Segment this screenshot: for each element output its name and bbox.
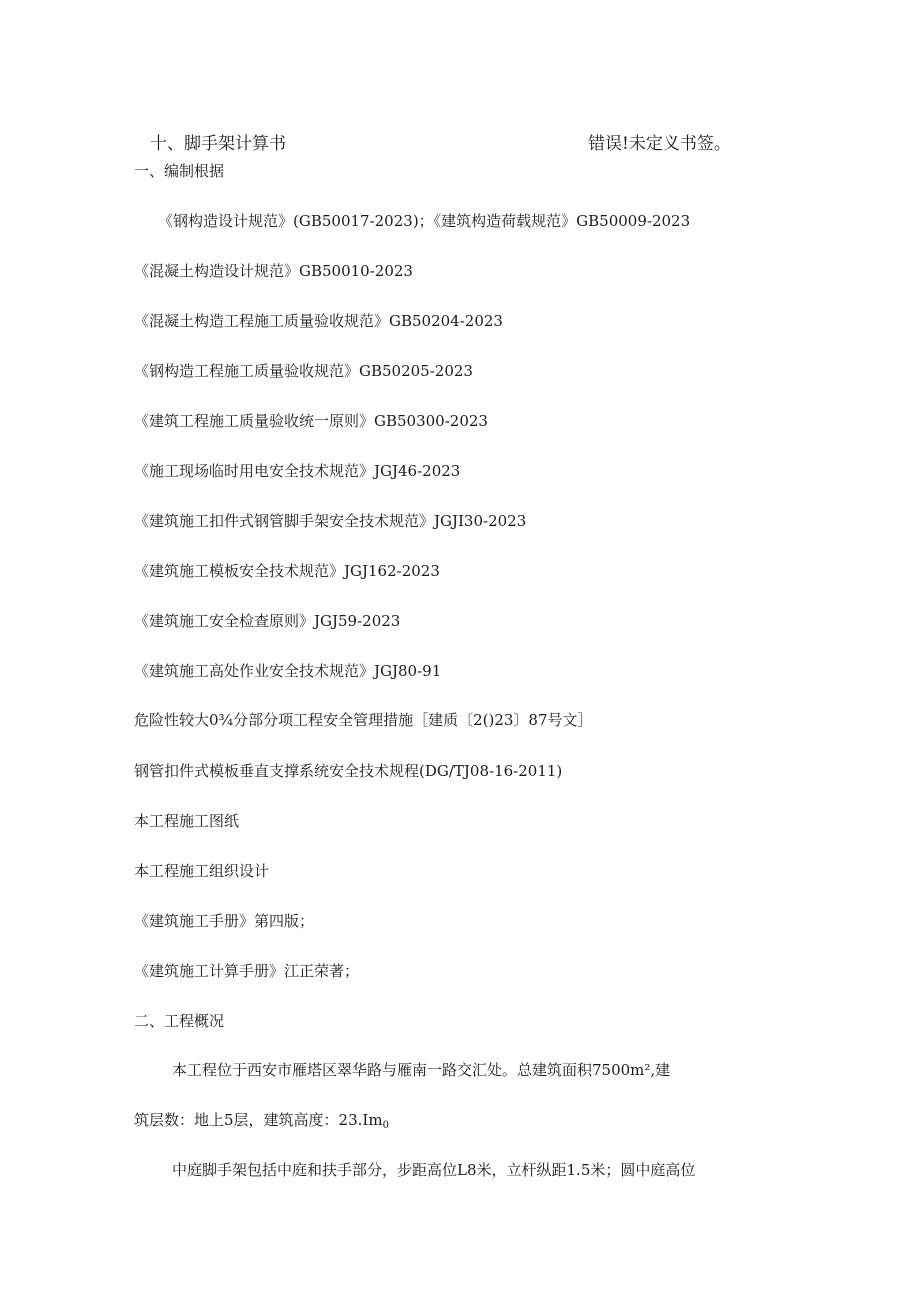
basis-item: 《建筑施工扣件式钢管脚手架安全技术规范》JGJI30-2023 [134,512,527,530]
basis-item: 钢管扣件式模板垂直支撑系统安全技术规程(DG/TJ08-16-2011) [134,762,563,780]
basis-item: 危险性较大0¾分部分项工程安全管理措施［建质〔2()23〕87号文］ [134,711,593,729]
basis-item: 《混凝土构造设计规范》GB50010-2023 [134,262,413,280]
basis-item: 本工程施工组织设计 [134,862,270,880]
basis-item: 《钢构造设计规范》(GB50017-2023)；《建筑构造荷载规范》GB50009-2023 [158,212,691,230]
basis-item: 《建筑工程施工质量验收统一原则》GB50300-2023 [134,412,488,430]
basis-item: 《建筑施工模板安全技术规范》JGJ162-2023 [134,562,440,580]
basis-item: 《建筑施工手册》第四版； [134,912,315,930]
overview-text: 筑层数：地上5层，建筑高度：23.Im [134,1111,383,1129]
section-heading-basis: 一、编制根据 [134,162,225,180]
basis-item: 《建筑施工高处作业安全技术规范》JGJ80-91 [134,662,442,680]
basis-item: 《建筑施工安全检查原则》JGJ59-2023 [134,612,401,630]
document-title: 十、脚手架计算书 [150,134,286,154]
basis-item: 《建筑施工计算手册》江正荣著； [134,962,360,980]
basis-item: 《施工现场临时用电安全技术规范》JGJ46-2023 [134,462,461,480]
scaffold-paragraph-line: 中庭脚手架包括中庭和扶手部分，步距高位L8米，立杆纵距1.5米；圆中庭高位 [172,1161,696,1179]
section-heading-overview: 二、工程概况 [134,1012,225,1030]
basis-item: 《混凝土构造工程施工质量验收规范》GB50204-2023 [134,312,503,330]
overview-paragraph-line: 本工程位于西安市雁塔区翠华路与雁南一路交汇处。总建筑面积7500m²,建 [172,1061,671,1079]
overview-subscript: 0 [382,1120,389,1131]
overview-paragraph-line [134,1110,389,1136]
basis-item: 《钢构造工程施工质量验收规范》GB50205-2023 [134,362,473,380]
bookmark-error-text: 错误!未定义书签。 [588,134,731,154]
basis-item: 本工程施工图纸 [134,812,240,830]
